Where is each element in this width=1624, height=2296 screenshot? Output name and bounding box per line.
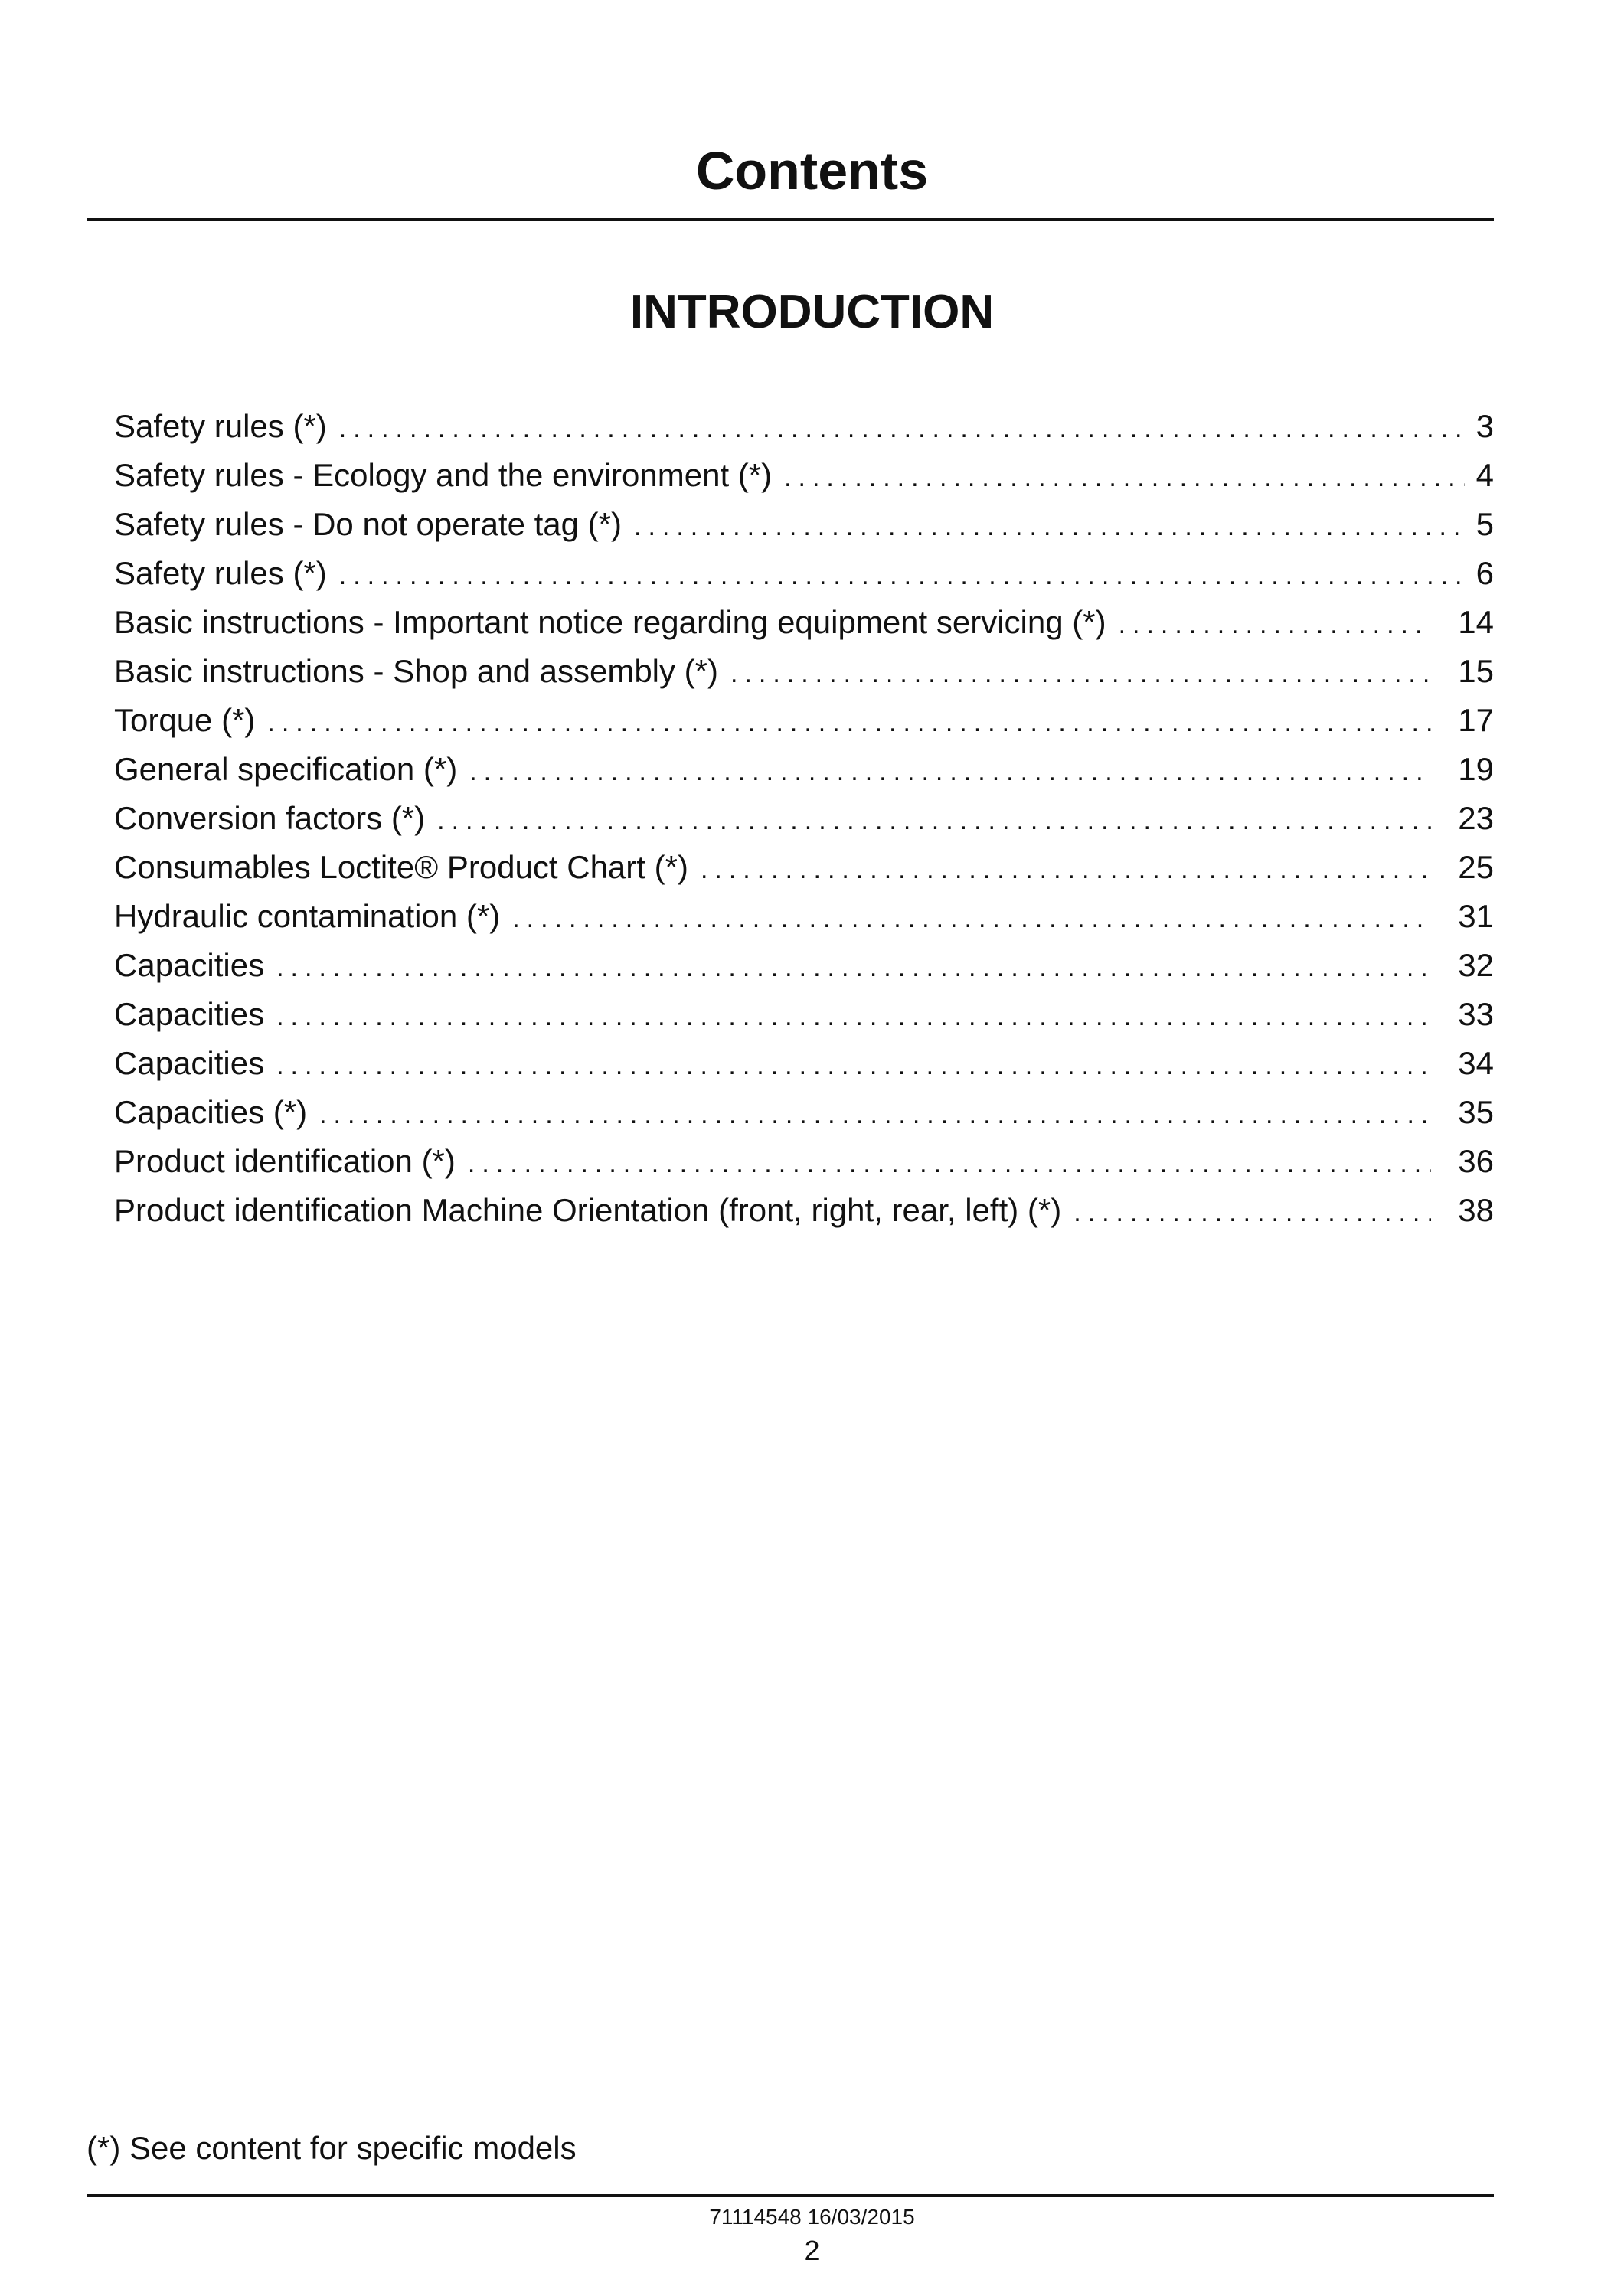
toc-entry-page-number: 5	[1475, 506, 1494, 542]
dot-leader	[276, 1041, 1431, 1090]
toc-entry[interactable]	[114, 598, 1494, 647]
toc-entry-label: Capacities	[114, 1045, 265, 1081]
dot-leader	[512, 894, 1431, 943]
dot-leader	[701, 845, 1431, 894]
toc-entry-page-number: 3	[1475, 408, 1494, 444]
dot-leader	[276, 943, 1431, 992]
toc-entry-label: Torque (*)	[114, 702, 256, 738]
toc-entry[interactable]	[114, 402, 1494, 451]
toc-entry-page-number: 31	[1458, 898, 1494, 934]
dot-leader	[469, 747, 1431, 796]
toc-entry[interactable]	[114, 500, 1494, 549]
toc-entry-page-number: 36	[1458, 1143, 1494, 1179]
toc-entry[interactable]	[114, 745, 1494, 794]
toc-entry[interactable]	[114, 843, 1494, 892]
page-title: Contents	[695, 141, 929, 201]
toc-entry-label: Hydraulic contamination (*)	[114, 898, 501, 934]
toc-entry-label: General specification (*)	[114, 751, 458, 787]
footer-divider	[87, 2194, 1494, 2197]
toc-entry-label: Product identification Machine Orientation (front, right, rear, left) (*)	[114, 1192, 1062, 1228]
toc-entry-label: Capacities	[114, 996, 265, 1032]
toc-entry-page-number: 19	[1458, 751, 1494, 787]
dot-leader	[1119, 600, 1431, 649]
dot-leader	[1073, 1188, 1431, 1237]
toc-entry-label: Safety rules (*)	[114, 408, 327, 444]
toc-entry-page-number: 6	[1475, 555, 1494, 591]
toc-entry[interactable]	[114, 1088, 1494, 1137]
dot-leader	[468, 1139, 1431, 1188]
toc-entry-label: Capacities (*)	[114, 1094, 308, 1130]
toc-entry-label: Basic instructions - Shop and assembly (*)	[114, 653, 718, 689]
toc-entry-page-number: 25	[1458, 849, 1494, 885]
document-reference: 71114548 16/03/2015	[709, 2205, 915, 2229]
toc-entry-page-number: 15	[1458, 653, 1494, 689]
toc-entry[interactable]	[114, 794, 1494, 843]
toc-entry[interactable]	[114, 1186, 1494, 1235]
toc-entry-label: Capacities	[114, 947, 265, 983]
toc-entry-label: Safety rules (*)	[114, 555, 327, 591]
section-heading: INTRODUCTION	[629, 286, 995, 338]
toc-entry-page-number: 32	[1458, 947, 1494, 983]
toc-entry-page-number: 34	[1458, 1045, 1494, 1081]
toc-entry-label: Conversion factors (*)	[114, 800, 426, 836]
page-number: 2	[804, 2235, 820, 2266]
toc-entry-label: Product identification (*)	[114, 1143, 456, 1179]
dot-leader	[730, 649, 1431, 698]
toc-entry[interactable]	[114, 892, 1494, 941]
toc-entry-page-number: 38	[1458, 1192, 1494, 1228]
dot-leader	[634, 502, 1465, 551]
toc-entry-page-number: 35	[1458, 1094, 1494, 1130]
toc-entry-label: Consumables Loctite® Product Chart (*)	[114, 849, 688, 885]
dot-leader	[319, 1090, 1431, 1139]
toc-entry-label: Basic instructions - Important notice regarding equipment servicing (*)	[114, 604, 1106, 640]
toc-entry[interactable]	[114, 647, 1494, 696]
toc-entry[interactable]	[114, 1039, 1494, 1088]
dot-leader	[339, 404, 1465, 453]
dot-leader	[784, 453, 1465, 502]
toc-entry[interactable]	[114, 549, 1494, 598]
table-of-contents	[114, 402, 1494, 1235]
toc-entry[interactable]	[114, 696, 1494, 745]
toc-entry-label: Safety rules - Do not operate tag (*)	[114, 506, 622, 542]
toc-entry[interactable]	[114, 1137, 1494, 1186]
dot-leader	[267, 698, 1431, 747]
toc-entry-page-number: 4	[1475, 457, 1494, 493]
dot-leader	[276, 992, 1431, 1041]
toc-entry-page-number: 17	[1458, 702, 1494, 738]
dot-leader	[339, 551, 1465, 600]
toc-entry-page-number: 33	[1458, 996, 1494, 1032]
toc-entry-page-number: 14	[1458, 604, 1494, 640]
footnote: (*) See content for specific models	[87, 2130, 577, 2166]
toc-entry-label: Safety rules - Ecology and the environment (*)	[114, 457, 773, 493]
toc-entry[interactable]	[114, 941, 1494, 990]
title-divider	[87, 218, 1494, 221]
dot-leader	[437, 796, 1431, 845]
toc-entry[interactable]	[114, 990, 1494, 1039]
toc-entry[interactable]	[114, 451, 1494, 500]
toc-entry-page-number: 23	[1458, 800, 1494, 836]
